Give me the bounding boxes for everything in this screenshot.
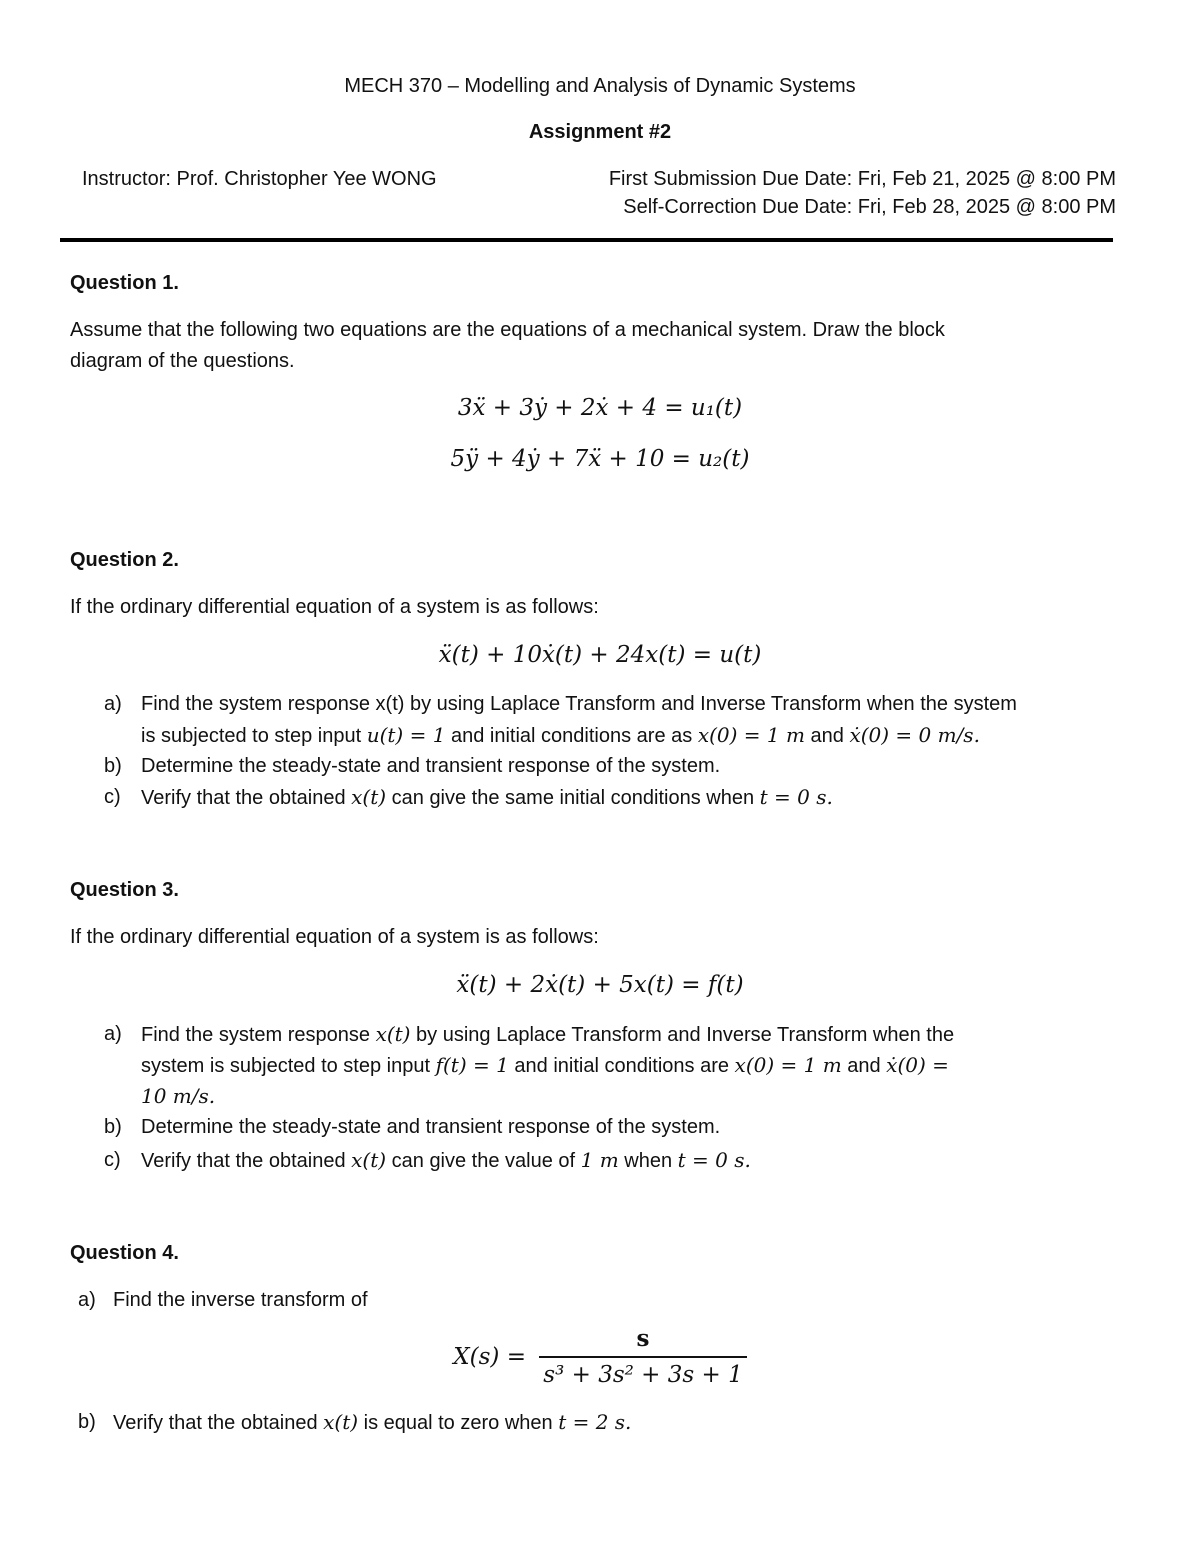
text-run: Verify that the obtained <box>113 1412 324 1434</box>
initial-velocity-math: ẋ(0) = 0 m/s. <box>849 723 980 747</box>
question-2-equation: ẍ(t) + 10ẋ(t) + 24x(t) = u(t) <box>438 642 762 668</box>
question-3-title: Question 3. <box>70 879 179 901</box>
question-4-transfer-function <box>0 1325 1200 1388</box>
response-math: x(t) <box>323 1410 359 1434</box>
question-2-part-c-label: c) <box>104 786 121 808</box>
question-2-intro: If the ordinary differential equation of a system is as follows: <box>70 596 599 618</box>
text-run: can give the value of <box>386 1150 581 1172</box>
question-3-part-c-text <box>141 1145 751 1177</box>
text-run: by using Laplace Transform and Inverse Transform when the <box>410 1024 955 1046</box>
time-math: t = 0 s. <box>677 1148 751 1172</box>
course-title: MECH 370 – Modelling and Analysis of Dynamic Systems <box>344 75 856 97</box>
question-2-title: Question 2. <box>70 549 179 571</box>
instructor: Instructor: Prof. Christopher Yee WONG <box>82 168 437 190</box>
value-math: 1 m <box>580 1148 619 1172</box>
step-input-math: f(t) = 1 <box>435 1053 509 1077</box>
question-3-part-b-label: b) <box>104 1116 122 1138</box>
question-3-equation: ẍ(t) + 2ẋ(t) + 5x(t) = f(t) <box>456 972 744 998</box>
question-2-part-c-text <box>141 782 833 814</box>
initial-velocity-math: ẋ(0) = <box>886 1053 949 1077</box>
fraction-numerator: s <box>636 1325 650 1352</box>
fraction <box>539 1325 746 1388</box>
text-run: can give the same initial conditions when <box>386 787 760 809</box>
question-3-part-a-line2 <box>141 1050 949 1082</box>
text-run: and <box>804 725 850 747</box>
question-1-text-line1: Assume that the following two equations are the equations of a mechanical system. Draw the block <box>70 319 945 341</box>
text-run: Find the system response <box>141 1024 376 1046</box>
question-2-part-b-label: b) <box>104 755 122 777</box>
question-3-part-c-label: c) <box>104 1149 121 1171</box>
question-4-part-a-label: a) <box>78 1289 96 1311</box>
assignment-title: Assignment #2 <box>528 121 672 143</box>
text-run: and <box>841 1055 887 1077</box>
time-math: t = 0 s. <box>759 785 833 809</box>
question-1-equation-1: 3ẍ + 3ẏ + 2ẋ + 4 = u₁(t) <box>457 395 743 421</box>
first-due-date: First Submission Due Date: Fri, Feb 21, 2025 @ 8:00 PM <box>608 168 1116 190</box>
text-run: Verify that the obtained <box>141 787 352 809</box>
self-correction-due-date: Self-Correction Due Date: Fri, Feb 28, 2025 @ 8:00 PM <box>623 196 1116 218</box>
text-run: Verify that the obtained <box>141 1150 352 1172</box>
question-3-part-a-line3: 10 m/s. <box>141 1084 216 1108</box>
text-run: system is subjected to step input <box>141 1055 436 1077</box>
transfer-function-lhs: X(s) = <box>453 1343 526 1370</box>
response-math: x(t) <box>351 1148 387 1172</box>
question-1-title: Question 1. <box>70 272 179 294</box>
question-2-part-b-text: Determine the steady-state and transient response of the system. <box>141 755 721 777</box>
response-math: x(t) <box>375 1022 411 1046</box>
question-4-part-a-text: Find the inverse transform of <box>113 1289 368 1311</box>
initial-position-math: x(0) = 1 m <box>697 723 805 747</box>
question-2-part-a-line1: Find the system response x(t) by using Laplace Transform and Inverse Transform when the system <box>141 693 1017 715</box>
header-divider <box>60 238 1113 242</box>
question-2-part-a-label: a) <box>104 693 122 715</box>
question-4-part-b-label: b) <box>78 1411 96 1433</box>
question-4-title: Question 4. <box>70 1242 179 1264</box>
initial-position-math: x(0) = 1 m <box>734 1053 842 1077</box>
question-3-part-a-line1 <box>141 1019 954 1051</box>
question-1-text-line2: diagram of the questions. <box>70 350 295 372</box>
response-math: x(t) <box>351 785 387 809</box>
question-4-part-b-text <box>113 1407 631 1439</box>
question-3-part-b-text: Determine the steady-state and transient response of the system. <box>141 1116 721 1138</box>
text-run: when <box>618 1150 678 1172</box>
step-input-math: u(t) = 1 <box>366 723 446 747</box>
question-1-equation-2: 5ÿ + 4ẏ + 7ẍ + 10 = u₂(t) <box>450 446 750 472</box>
question-2-part-a-line2 <box>141 720 980 752</box>
text-run: is subjected to step input <box>141 725 367 747</box>
question-3-part-a-label: a) <box>104 1023 122 1045</box>
text-run: and initial conditions are as <box>445 725 698 747</box>
text-run: is equal to zero when <box>358 1412 559 1434</box>
text-run: and initial conditions are <box>508 1055 735 1077</box>
question-3-intro: If the ordinary differential equation of a system is as follows: <box>70 926 599 948</box>
fraction-denominator: s³ + 3s² + 3s + 1 <box>539 1356 746 1388</box>
time-math: t = 2 s. <box>558 1410 632 1434</box>
